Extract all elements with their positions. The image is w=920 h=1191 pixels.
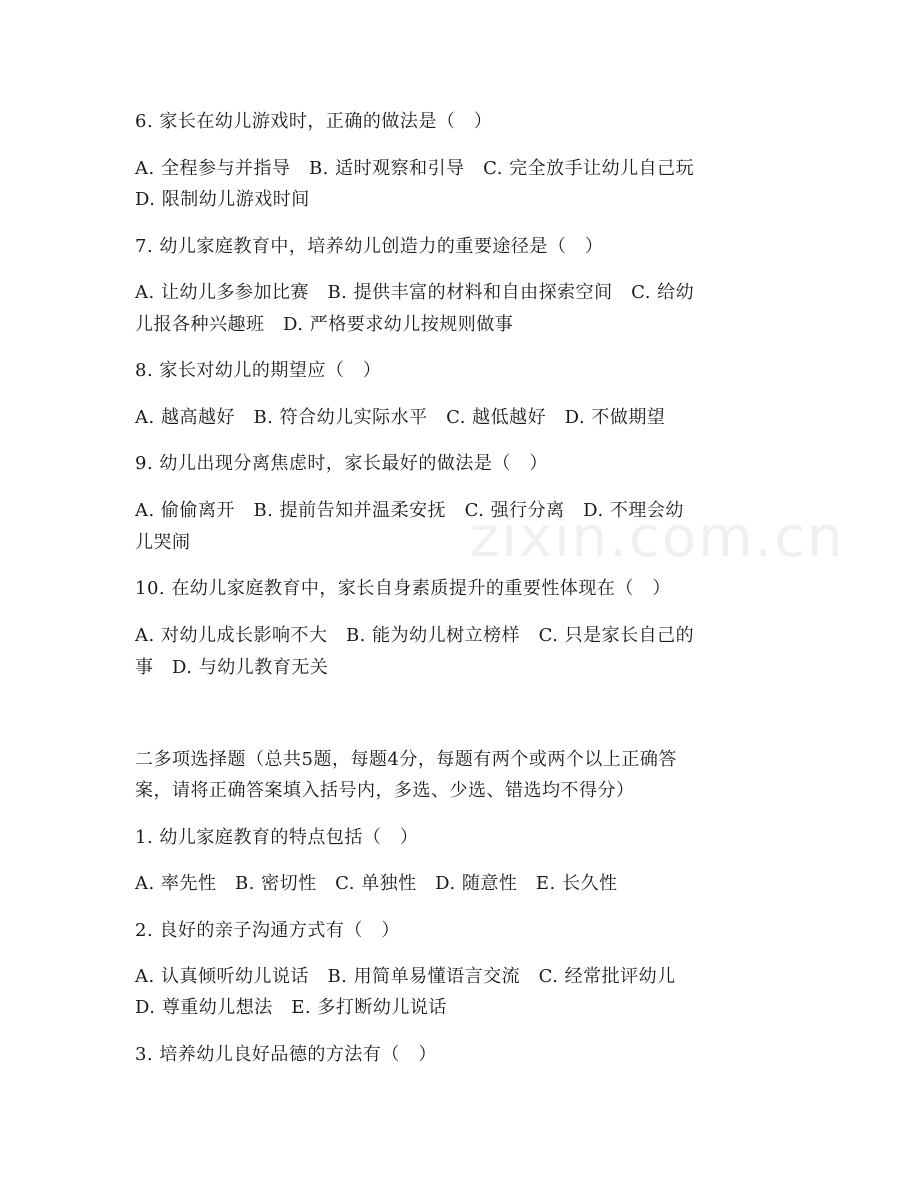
- mc-question-2: 2. 良好的亲子沟通方式有（ ）: [135, 920, 400, 941]
- question-8-options: A. 越高越好 B. 符合幼儿实际水平 C. 越低越好 D. 不做期望: [135, 407, 666, 428]
- question-9-options: A. 偷偷离开 B. 提前告知并温柔安抚 C. 强行分离 D. 不理会幼: [135, 500, 684, 521]
- question-6: 6. 家长在幼儿游戏时，正确的做法是（ ）: [135, 111, 493, 132]
- watermark: zixin.com.cn: [470, 505, 845, 570]
- question-8: 8. 家长对幼儿的期望应（ ）: [135, 360, 382, 381]
- mc-question-2-options-cont: D. 尊重幼儿想法 E. 多打断幼儿说话: [135, 997, 447, 1018]
- question-7-options: A. 让幼儿多参加比赛 B. 提供丰富的材料和自由探索空间 C. 给幼: [135, 282, 695, 303]
- question-6-options-cont: D. 限制幼儿游戏时间: [135, 189, 310, 210]
- section-heading: 二多项选择题（总共5题，每题4分，每题有两个或两个以上正确答: [135, 749, 677, 770]
- mc-question-1-options: A. 率先性 B. 密切性 C. 单独性 D. 随意性 E. 长久性: [135, 873, 618, 894]
- question-10-options-cont: 事 D. 与幼儿教育无关: [135, 657, 329, 678]
- question-9: 9. 幼儿出现分离焦虑时，家长最好的做法是（ ）: [135, 453, 548, 474]
- question-7: 7. 幼儿家庭教育中，培养幼儿创造力的重要途径是（ ）: [135, 236, 604, 257]
- question-10-options: A. 对幼儿成长影响不大 B. 能为幼儿树立榜样 C. 只是家长自己的: [135, 625, 695, 646]
- mc-question-1: 1. 幼儿家庭教育的特点包括（ ）: [135, 827, 419, 848]
- mc-question-2-options: A. 认真倾听幼儿说话 B. 用简单易懂语言交流 C. 经常批评幼儿: [135, 966, 676, 987]
- question-6-options: A. 全程参与并指导 B. 适时观察和引导 C. 完全放手让幼儿自己玩: [135, 158, 695, 179]
- question-7-options-cont: 儿报各种兴趣班 D. 严格要求幼儿按规则做事: [135, 314, 514, 335]
- question-9-options-cont: 儿哭闹: [135, 532, 191, 553]
- mc-question-3: 3. 培养幼儿良好品德的方法有（ ）: [135, 1044, 437, 1065]
- section-heading-cont: 案，请将正确答案填入括号内，多选、少选、错选均不得分）: [135, 780, 635, 801]
- question-10: 10. 在幼儿家庭教育中，家长自身素质提升的重要性体现在（ ）: [135, 578, 671, 599]
